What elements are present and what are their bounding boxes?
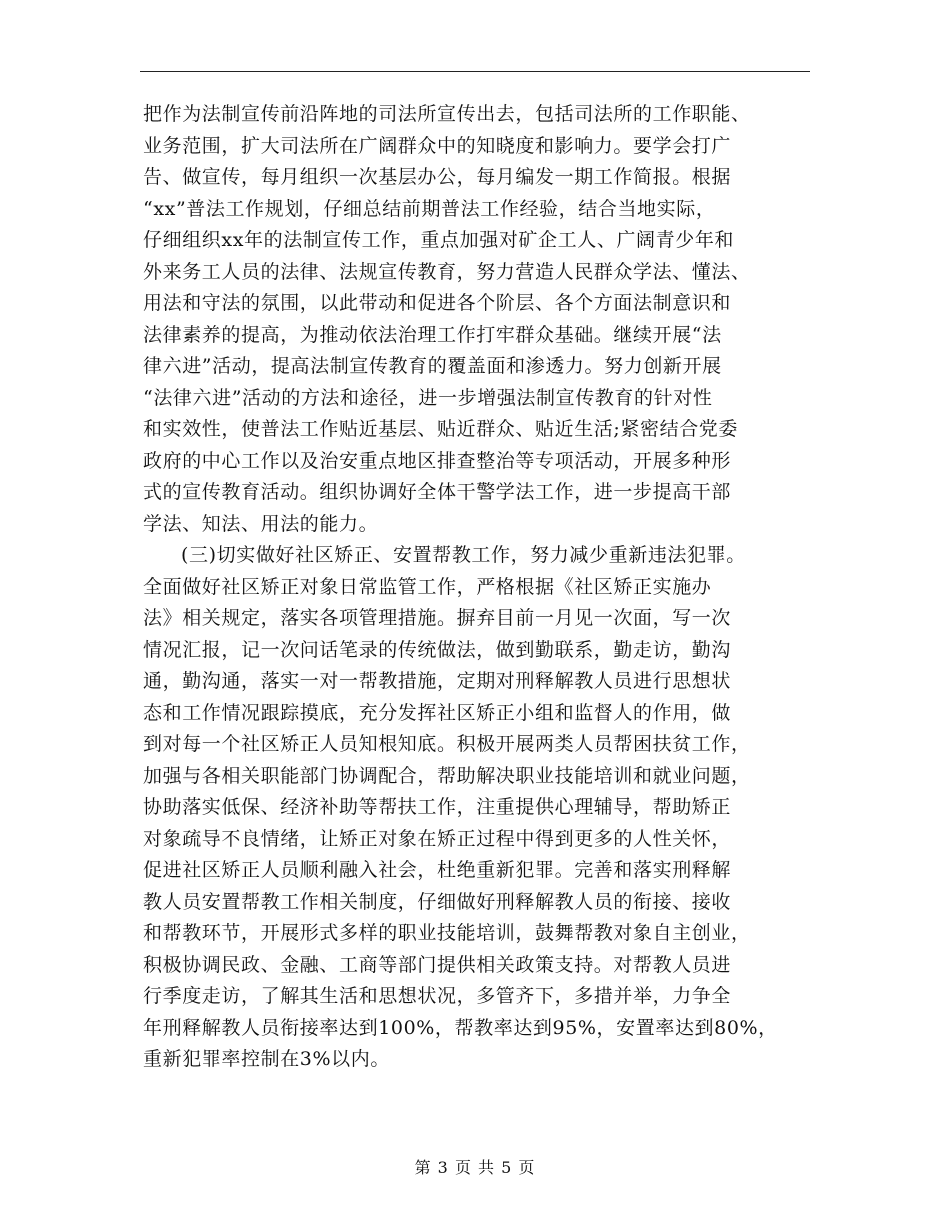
document-body (143, 99, 823, 1076)
paragraph-line: “xx”普法工作规划，仔细总结前期普法工作经验，结合当地实际， (143, 197, 716, 220)
paragraph-line: 和实效性，使普法工作贴近基层、贴近群众、贴近生活;紧密结合党委 (143, 418, 739, 440)
paragraph-line: 到对每一个社区矫正人员知根知底。积极开展两类人员帮困扶贫工作， (143, 733, 751, 755)
paragraph-line: 律六进”活动，提高法制宣传教育的覆盖面和渗透力。努力创新开展 (143, 355, 722, 377)
paragraph-line: 外来务工人员的法律、法规宣传教育，努力营造人民群众学法、懂法、 (143, 260, 751, 283)
paragraph-line: 协助落实低保、经济补助等帮扶工作，注重提供心理辅导，帮助矫正 (143, 796, 732, 818)
paragraph-line: 积极协调民政、金融、工商等部门提供相关政策支持。对帮教人员进 (143, 953, 732, 976)
paragraph-line: “法律六进”活动的方法和途径，进一步增强法制宣传教育的针对性 (143, 386, 713, 409)
paragraph-line: 告、做宣传，每月组织一次基层办公，每月编发一期工作简报。根据 (143, 166, 732, 188)
paragraph-line: 仔细组织xx年的法制宣传工作，重点加强对矿企工人、广阔青少年和 (143, 229, 735, 251)
paragraph-line: 用法和守法的氛围，以此带动和促进各个阶层、各个方面法制意识和 (143, 292, 732, 314)
paragraph-line: 法》相关规定，落实各项管理措施。摒弃目前一月见一次面，写一次 (143, 607, 732, 629)
paragraph-line: 政府的中心工作以及治安重点地区排查整治等专项活动，开展多种形 (143, 449, 732, 472)
paragraph-line: 把作为法制宣传前沿阵地的司法所宣传出去，包括司法所的工作职能、 (143, 103, 751, 125)
paragraph-line: 式的宣传教育活动。组织协调好全体干警学法工作，进一步提高干部 (143, 481, 732, 503)
paragraph-line: 和帮教环节，开展形式多样的职业技能培训，鼓舞帮教对象自主创业， (143, 922, 751, 944)
section-heading-line: (三)切实做好社区矫正、安置帮教工作，努力减少重新违法犯罪。 (181, 544, 746, 566)
header-rule (140, 71, 810, 72)
paragraph-line: 年刑释解教人员衔接率达到100%，帮教率达到95%，安置率达到80%， (143, 1016, 778, 1039)
paragraph-line: 全面做好社区矫正对象日常监管工作，严格根据《社区矫正实施办 (143, 575, 712, 598)
paragraph-line: 行季度走访，了解其生活和思想状况，多管齐下，多措并举，力争全 (143, 985, 732, 1007)
paragraph-line: 法律素养的提高，为推动依法治理工作打牢群众基础。继续开展“法 (143, 323, 722, 346)
paragraph-line: 教人员安置帮教工作相关制度，仔细做好刑释解教人员的衔接、接收 (143, 890, 732, 913)
paragraph-line: 业务范围，扩大司法所在广阔群众中的知晓度和影响力。要学会打广 (143, 134, 732, 157)
paragraph-line: 重新犯罪率控制在3%以内。 (143, 1048, 390, 1070)
paragraph-line: 态和工作情况跟踪摸底，充分发挥社区矫正小组和监督人的作用，做 (143, 701, 732, 724)
paragraph-line: 对象疏导不良情绪，让矫正对象在矫正过程中得到更多的人性关怀， (143, 827, 732, 850)
page-footer: 第 3 页 共 5 页 (414, 1158, 536, 1177)
paragraph-line: 通，勤沟通，落实一对一帮教措施，定期对刑释解教人员进行思想状 (143, 670, 732, 692)
paragraph-line: 加强与各相关职能部门协调配合，帮助解决职业技能培训和就业问题， (143, 764, 751, 787)
paragraph-line: 促进社区矫正人员顺利融入社会，杜绝重新犯罪。完善和落实刑释解 (143, 859, 732, 881)
paragraph-line: 情况汇报，记一次问话笔录的传统做法，做到勤联系，勤走访，勤沟 (143, 638, 732, 661)
paragraph-line: 学法、知法、用法的能力。 (143, 512, 379, 535)
